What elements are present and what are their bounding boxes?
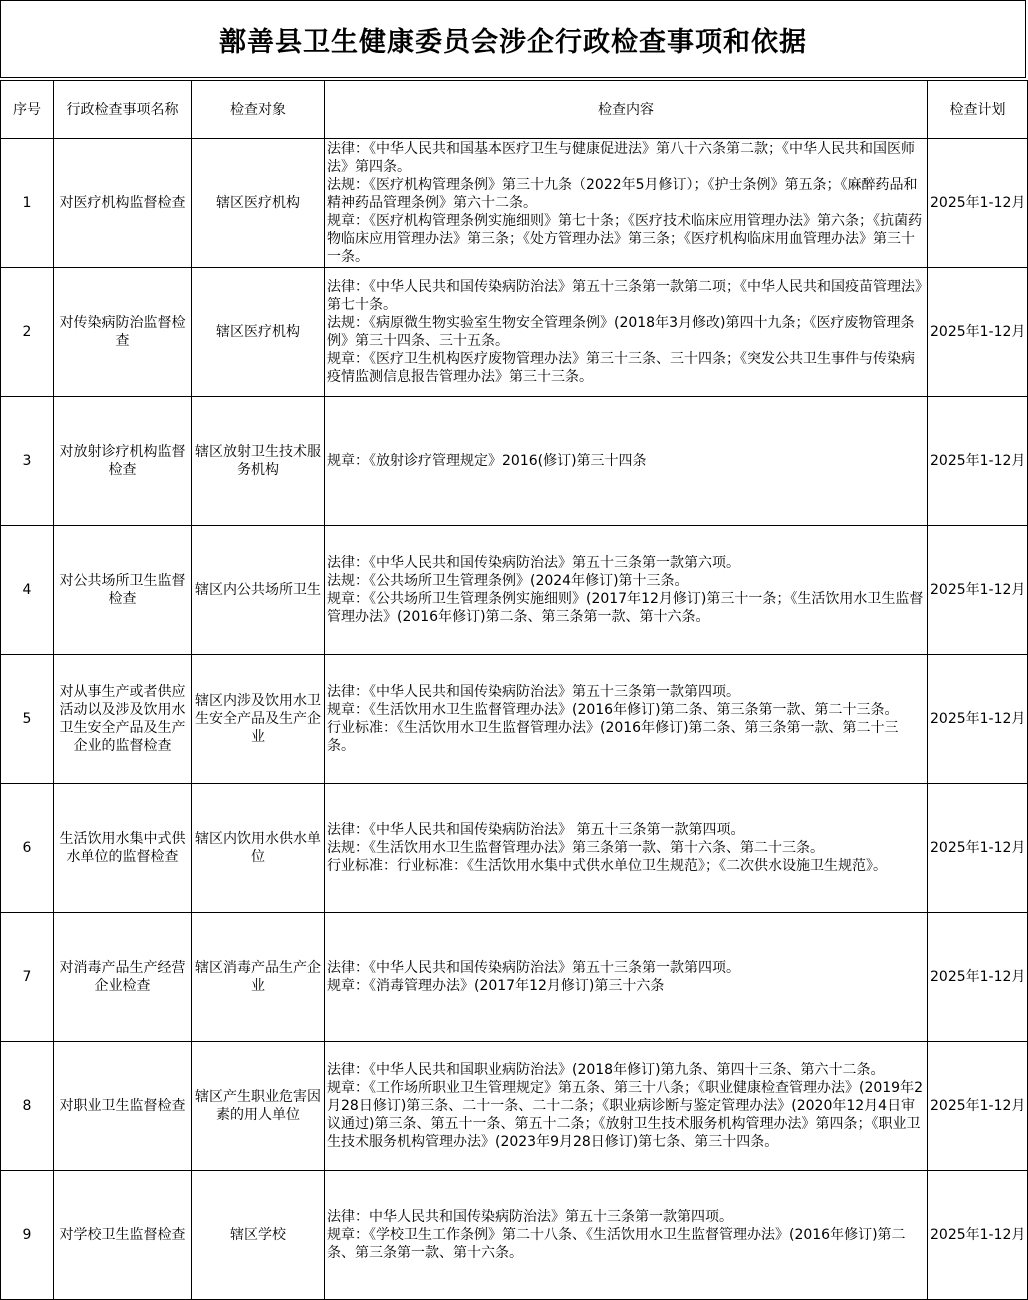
content-line: 规章：《放射诊疗管理规定》2016(修订)第三十四条 bbox=[327, 453, 647, 469]
row-number: 5 bbox=[1, 655, 54, 784]
inspection-target: 辖区内涉及饮用水卫生安全产品及生产企业 bbox=[192, 655, 325, 784]
table-row bbox=[1, 784, 1028, 913]
row-number: 6 bbox=[1, 784, 54, 913]
content-line: 法规：《公共场所卫生管理条例》(2024年修订)第十三条。 bbox=[327, 573, 689, 589]
inspection-table bbox=[0, 80, 1028, 1300]
content-line: 规章：《消毒管理办法》(2017年12月修订)第三十六条 bbox=[327, 978, 665, 994]
inspection-item-name: 对传染病防治监督检查 bbox=[54, 268, 192, 397]
inspection-target: 辖区医疗机构 bbox=[192, 139, 325, 268]
inspection-item-name: 生活饮用水集中式供水单位的监督检查 bbox=[54, 784, 192, 913]
content-line: 规章：《生活饮用水卫生监督管理办法》(2016年修订)第二条、第三条第一款、第二十三条。 bbox=[327, 702, 899, 718]
inspection-target: 辖区消毒产品生产企业 bbox=[192, 913, 325, 1042]
content-line: 法律：《中华人民共和国传染病防治法》第五十三条第一款第四项。 bbox=[327, 960, 740, 976]
table-row bbox=[1, 1171, 1028, 1300]
inspection-plan: 2025年1-12月 bbox=[928, 526, 1028, 655]
inspection-content bbox=[325, 1171, 928, 1300]
row-number: 8 bbox=[1, 1042, 54, 1171]
inspection-target: 辖区医疗机构 bbox=[192, 268, 325, 397]
inspection-plan: 2025年1-12月 bbox=[928, 784, 1028, 913]
row-number: 2 bbox=[1, 268, 54, 397]
table-header-row bbox=[1, 81, 1028, 139]
inspection-target: 辖区放射卫生技术服务机构 bbox=[192, 397, 325, 526]
page-title: 鄯善县卫生健康委员会涉企行政检查事项和依据 bbox=[0, 0, 1026, 78]
content-line: 法律：中华人民共和国传染病防治法》第五十三条第一款第四项。 bbox=[327, 1209, 733, 1225]
content-line: 法规：《医疗机构管理条例》第三十九条（2022年5月修订）；《护士条例》第五条；《麻醉药品和精神药品管理条例》第六十二条。 bbox=[327, 177, 918, 211]
inspection-target: 辖区内饮用水供水单位 bbox=[192, 784, 325, 913]
content-line: 法规：《生活饮用水卫生监督管理办法》第三条第一款、第十六条、第二十三条。 bbox=[327, 840, 824, 856]
inspection-item-name: 对学校卫生监督检查 bbox=[54, 1171, 192, 1300]
content-line: 法律：《中华人民共和国基本医疗卫生与健康促进法》第八十六条第二款；《中华人民共和国医师法》第四条。 bbox=[327, 141, 915, 175]
inspection-target: 辖区产生职业危害因素的用人单位 bbox=[192, 1042, 325, 1171]
column-header-name: 行政检查事项名称 bbox=[54, 81, 192, 139]
inspection-content bbox=[325, 784, 928, 913]
content-line: 规章：《医疗机构管理条例实施细则》第七十条；《医疗技术临床应用管理办法》第六条；《抗菌药物临床应用管理办法》第三条；《处方管理办法》第三条；《医疗机构临床用血管理办法》第三十一条。 bbox=[327, 213, 922, 265]
content-line: 行业标准：行业标准：《生活饮用水集中式供水单位卫生规范》；《二次供水设施卫生规范》。 bbox=[327, 858, 887, 874]
inspection-plan: 2025年1-12月 bbox=[928, 268, 1028, 397]
content-line: 法律：《中华人民共和国职业病防治法》(2018年修订)第九条、第四十三条、第六十二条。 bbox=[327, 1062, 885, 1078]
inspection-content bbox=[325, 913, 928, 1042]
inspection-plan: 2025年1-12月 bbox=[928, 397, 1028, 526]
content-line: 法律：《中华人民共和国传染病防治法》第五十三条第一款第四项。 bbox=[327, 684, 740, 700]
inspection-plan: 2025年1-12月 bbox=[928, 139, 1028, 268]
table-row bbox=[1, 655, 1028, 784]
inspection-item-name: 对从事生产或者供应活动以及涉及饮用水卫生安全产品及生产企业的监督检查 bbox=[54, 655, 192, 784]
inspection-content bbox=[325, 268, 928, 397]
content-line: 法律：《中华人民共和国传染病防治法》第五十三条第一款第六项。 bbox=[327, 555, 740, 571]
row-number: 3 bbox=[1, 397, 54, 526]
inspection-item-name: 对放射诊疗机构监督检查 bbox=[54, 397, 192, 526]
column-header-content: 检查内容 bbox=[325, 81, 928, 139]
table-row bbox=[1, 1042, 1028, 1171]
content-line: 规章：《工作场所职业卫生管理规定》第五条、第三十八条；《职业健康检查管理办法》(2019年2月28日修订)第三条、二十一条、二十二条；《职业病诊断与鉴定管理办法》(2020年12月4日审议通过)第三条、第五十一条、第五十二条；《放射卫生技术服务机构管理办法》第四条；《职业卫生技术服务机构管理办法》(2023年9月28日修订)第七条、第三十四条。 bbox=[327, 1080, 923, 1150]
inspection-item-name: 对医疗机构监督检查 bbox=[54, 139, 192, 268]
content-line: 规章：《公共场所卫生管理条例实施细则》(2017年12月修订)第三十一条；《生活饮用水卫生监督管理办法》(2016年修订)第二条、第三条第一款、第十六条。 bbox=[327, 591, 924, 625]
inspection-plan: 2025年1-12月 bbox=[928, 913, 1028, 1042]
table-row bbox=[1, 139, 1028, 268]
inspection-item-name: 对公共场所卫生监督检查 bbox=[54, 526, 192, 655]
inspection-target: 辖区学校 bbox=[192, 1171, 325, 1300]
inspection-content bbox=[325, 526, 928, 655]
content-line: 规章：《医疗卫生机构医疗废物管理办法》第三十三条、三十四条；《突发公共卫生事件与传染病疫情监测信息报告管理办法》第三十三条。 bbox=[327, 351, 915, 385]
inspection-plan: 2025年1-12月 bbox=[928, 655, 1028, 784]
table-row bbox=[1, 526, 1028, 655]
content-line: 法规：《病原微生物实验室生物安全管理条例》(2018年3月修改)第四十九条；《医疗废物管理条例》第三十四条、三十五条。 bbox=[327, 315, 915, 349]
inspection-target: 辖区内公共场所卫生 bbox=[192, 526, 325, 655]
table-row bbox=[1, 268, 1028, 397]
table-row bbox=[1, 397, 1028, 526]
inspection-item-name: 对消毒产品生产经营企业检查 bbox=[54, 913, 192, 1042]
column-header-plan: 检查计划 bbox=[928, 81, 1028, 139]
inspection-content bbox=[325, 1042, 928, 1171]
inspection-plan: 2025年1-12月 bbox=[928, 1171, 1028, 1300]
inspection-content bbox=[325, 655, 928, 784]
row-number: 7 bbox=[1, 913, 54, 1042]
column-header-target: 检查对象 bbox=[192, 81, 325, 139]
content-line: 法律：《中华人民共和国传染病防治法》第五十三条第一款第二项；《中华人民共和国疫苗管理法》第七十条。 bbox=[327, 279, 922, 313]
column-header-no: 序号 bbox=[1, 81, 54, 139]
row-number: 9 bbox=[1, 1171, 54, 1300]
row-number: 1 bbox=[1, 139, 54, 268]
inspection-plan: 2025年1-12月 bbox=[928, 1042, 1028, 1171]
table-row bbox=[1, 913, 1028, 1042]
content-line: 规章：《学校卫生工作条例》第二十八条、《生活饮用水卫生监督管理办法》(2016年修订)第二条、第三条第一款、第十六条。 bbox=[327, 1227, 906, 1261]
content-line: 法律：《中华人民共和国传染病防治法》 第五十三条第一款第四项。 bbox=[327, 822, 745, 838]
inspection-content bbox=[325, 397, 928, 526]
inspection-content bbox=[325, 139, 928, 268]
inspection-item-name: 对职业卫生监督检查 bbox=[54, 1042, 192, 1171]
content-line: 行业标准：《生活饮用水卫生监督管理办法》(2016年修订)第二条、第三条第一款、第二十三条。 bbox=[327, 720, 899, 754]
row-number: 4 bbox=[1, 526, 54, 655]
